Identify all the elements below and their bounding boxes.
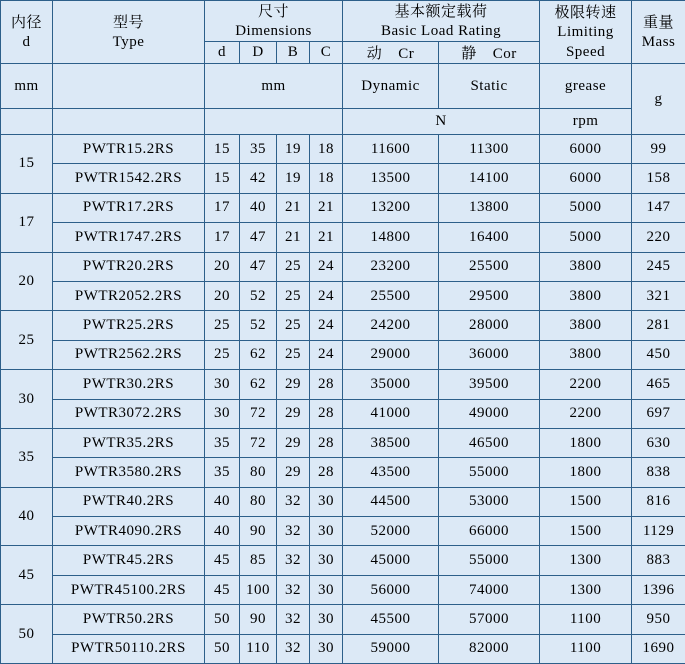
cell-D: 80 xyxy=(240,458,277,487)
cell-d: 20 xyxy=(205,252,240,281)
cell-limiting-speed: 1300 xyxy=(540,575,632,604)
cell-mass: 630 xyxy=(632,428,685,457)
cell-B: 29 xyxy=(277,428,310,457)
cell-static-load: 36000 xyxy=(439,340,540,369)
cell-d: 25 xyxy=(205,340,240,369)
header-bore-cn: 内径 xyxy=(1,12,52,32)
header-load-rating xyxy=(343,1,540,42)
table-row xyxy=(1,487,685,516)
table-row xyxy=(1,281,685,310)
header-dimensions xyxy=(205,1,343,42)
bore-group-cell: 50 xyxy=(1,605,53,664)
cell-D: 80 xyxy=(240,487,277,516)
cell-d: 17 xyxy=(205,223,240,252)
unit-type-blank2 xyxy=(53,109,205,135)
table-row xyxy=(1,370,685,399)
cell-mass: 697 xyxy=(632,399,685,428)
cell-limiting-speed: 3800 xyxy=(540,340,632,369)
unit-dimensions-mm: mm xyxy=(205,64,343,109)
table-row xyxy=(1,193,685,222)
cell-D: 42 xyxy=(240,164,277,193)
cell-d: 17 xyxy=(205,193,240,222)
cell-type: PWTR25.2RS xyxy=(53,311,205,340)
cell-B: 21 xyxy=(277,193,310,222)
header-row-titles xyxy=(1,1,685,42)
cell-dynamic-load: 44500 xyxy=(343,487,439,516)
table-row xyxy=(1,311,685,340)
cell-limiting-speed: 1100 xyxy=(540,605,632,634)
cell-mass: 147 xyxy=(632,193,685,222)
cell-type: PWTR3072.2RS xyxy=(53,399,205,428)
cell-C: 28 xyxy=(310,370,343,399)
cell-B: 32 xyxy=(277,634,310,663)
cell-mass: 450 xyxy=(632,340,685,369)
header-type-cn: 型号 xyxy=(53,12,204,32)
cell-limiting-speed: 2200 xyxy=(540,399,632,428)
cell-type: PWTR3580.2RS xyxy=(53,458,205,487)
cell-limiting-speed: 1300 xyxy=(540,546,632,575)
cell-mass: 883 xyxy=(632,546,685,575)
cell-d: 25 xyxy=(205,311,240,340)
cell-dynamic-load: 35000 xyxy=(343,370,439,399)
cell-limiting-speed: 3800 xyxy=(540,311,632,340)
cell-D: 90 xyxy=(240,605,277,634)
cell-C: 24 xyxy=(310,340,343,369)
cell-dynamic-load: 13500 xyxy=(343,164,439,193)
cell-limiting-speed: 3800 xyxy=(540,252,632,281)
cell-B: 29 xyxy=(277,458,310,487)
cell-C: 24 xyxy=(310,311,343,340)
cell-dynamic-load: 14800 xyxy=(343,223,439,252)
header-load-rating-en: Basic Load Rating xyxy=(343,21,539,41)
cell-D: 110 xyxy=(240,634,277,663)
cell-static-load: 57000 xyxy=(439,605,540,634)
cell-B: 32 xyxy=(277,487,310,516)
cell-mass: 816 xyxy=(632,487,685,516)
cell-mass: 99 xyxy=(632,135,685,164)
cell-dynamic-load: 13200 xyxy=(343,193,439,222)
cell-dynamic-load: 24200 xyxy=(343,311,439,340)
cell-static-load: 13800 xyxy=(439,193,540,222)
header-bore-sub: d xyxy=(1,32,52,52)
cell-C: 21 xyxy=(310,223,343,252)
cell-mass: 950 xyxy=(632,605,685,634)
header-sub-static-cn: 静 xyxy=(461,44,477,62)
header-row-units-second xyxy=(1,109,685,135)
cell-static-load: 74000 xyxy=(439,575,540,604)
cell-C: 21 xyxy=(310,193,343,222)
header-bore xyxy=(1,1,53,64)
cell-static-load: 82000 xyxy=(439,634,540,663)
cell-dynamic-load: 41000 xyxy=(343,399,439,428)
cell-type: PWTR45100.2RS xyxy=(53,575,205,604)
cell-type: PWTR50110.2RS xyxy=(53,634,205,663)
cell-C: 30 xyxy=(310,546,343,575)
header-sub-B: B xyxy=(277,42,310,64)
cell-d: 50 xyxy=(205,605,240,634)
cell-d: 45 xyxy=(205,546,240,575)
cell-C: 30 xyxy=(310,517,343,546)
table-row xyxy=(1,605,685,634)
cell-d: 45 xyxy=(205,575,240,604)
cell-D: 90 xyxy=(240,517,277,546)
cell-type: PWTR1542.2RS xyxy=(53,164,205,193)
bore-group-cell: 25 xyxy=(1,311,53,370)
cell-B: 29 xyxy=(277,399,310,428)
unit-bore-blank2 xyxy=(1,109,53,135)
cell-C: 24 xyxy=(310,252,343,281)
cell-C: 28 xyxy=(310,428,343,457)
header-dimensions-en: Dimensions xyxy=(205,21,342,41)
header-limiting-speed-en1: Limiting xyxy=(540,22,631,42)
cell-mass: 281 xyxy=(632,311,685,340)
cell-static-load: 16400 xyxy=(439,223,540,252)
header-mass-en: Mass xyxy=(632,32,685,52)
cell-static-load: 55000 xyxy=(439,458,540,487)
cell-limiting-speed: 5000 xyxy=(540,223,632,252)
bore-group-cell: 35 xyxy=(1,428,53,487)
cell-static-load: 28000 xyxy=(439,311,540,340)
cell-limiting-speed: 6000 xyxy=(540,135,632,164)
cell-mass: 158 xyxy=(632,164,685,193)
cell-static-load: 39500 xyxy=(439,370,540,399)
cell-B: 32 xyxy=(277,517,310,546)
table-row xyxy=(1,135,685,164)
cell-type: PWTR20.2RS xyxy=(53,252,205,281)
cell-static-load: 53000 xyxy=(439,487,540,516)
cell-mass: 465 xyxy=(632,370,685,399)
cell-dynamic-load: 11600 xyxy=(343,135,439,164)
cell-type: PWTR40.2RS xyxy=(53,487,205,516)
header-type xyxy=(53,1,205,64)
cell-C: 30 xyxy=(310,605,343,634)
table-row xyxy=(1,428,685,457)
cell-static-load: 46500 xyxy=(439,428,540,457)
cell-limiting-speed: 1800 xyxy=(540,428,632,457)
cell-limiting-speed: 1800 xyxy=(540,458,632,487)
cell-dynamic-load: 23200 xyxy=(343,252,439,281)
cell-type: PWTR2562.2RS xyxy=(53,340,205,369)
header-sub-d: d xyxy=(205,42,240,64)
unit-static-en: Static xyxy=(439,64,540,109)
cell-static-load: 14100 xyxy=(439,164,540,193)
cell-type: PWTR35.2RS xyxy=(53,428,205,457)
cell-static-load: 11300 xyxy=(439,135,540,164)
header-sub-static-sym: Cor xyxy=(493,46,517,62)
cell-d: 50 xyxy=(205,634,240,663)
bore-group-cell: 20 xyxy=(1,252,53,311)
header-sub-static xyxy=(439,42,540,64)
unit-dimensions-blank2 xyxy=(205,109,343,135)
table-row xyxy=(1,164,685,193)
cell-static-load: 55000 xyxy=(439,546,540,575)
cell-mass: 220 xyxy=(632,223,685,252)
table-row xyxy=(1,575,685,604)
cell-B: 19 xyxy=(277,135,310,164)
cell-static-load: 29500 xyxy=(439,281,540,310)
cell-type: PWTR4090.2RS xyxy=(53,517,205,546)
cell-D: 85 xyxy=(240,546,277,575)
cell-type: PWTR50.2RS xyxy=(53,605,205,634)
cell-mass: 321 xyxy=(632,281,685,310)
cell-dynamic-load: 56000 xyxy=(343,575,439,604)
table-row xyxy=(1,458,685,487)
header-mass-cn: 重量 xyxy=(632,12,685,32)
cell-dynamic-load: 29000 xyxy=(343,340,439,369)
unit-mass-g: g xyxy=(632,64,685,135)
cell-d: 35 xyxy=(205,428,240,457)
cell-D: 40 xyxy=(240,193,277,222)
cell-mass: 245 xyxy=(632,252,685,281)
cell-mass: 838 xyxy=(632,458,685,487)
cell-dynamic-load: 45500 xyxy=(343,605,439,634)
cell-D: 72 xyxy=(240,428,277,457)
cell-B: 25 xyxy=(277,311,310,340)
cell-limiting-speed: 5000 xyxy=(540,193,632,222)
cell-D: 35 xyxy=(240,135,277,164)
cell-d: 15 xyxy=(205,164,240,193)
cell-D: 100 xyxy=(240,575,277,604)
cell-limiting-speed: 3800 xyxy=(540,281,632,310)
header-sub-C: C xyxy=(310,42,343,64)
cell-D: 52 xyxy=(240,281,277,310)
unit-type-blank xyxy=(53,64,205,109)
cell-C: 28 xyxy=(310,458,343,487)
cell-limiting-speed: 2200 xyxy=(540,370,632,399)
unit-load-N: N xyxy=(343,109,540,135)
cell-D: 72 xyxy=(240,399,277,428)
cell-B: 32 xyxy=(277,575,310,604)
unit-dynamic-en: Dynamic xyxy=(343,64,439,109)
bore-group-cell: 45 xyxy=(1,546,53,605)
bore-group-cell: 17 xyxy=(1,193,53,252)
header-limiting-speed-en2: Speed xyxy=(540,42,631,62)
cell-d: 15 xyxy=(205,135,240,164)
cell-C: 30 xyxy=(310,575,343,604)
unit-grease: grease xyxy=(540,64,632,109)
bore-group-cell: 15 xyxy=(1,135,53,194)
cell-dynamic-load: 38500 xyxy=(343,428,439,457)
cell-D: 62 xyxy=(240,340,277,369)
cell-dynamic-load: 52000 xyxy=(343,517,439,546)
cell-D: 62 xyxy=(240,370,277,399)
cell-d: 30 xyxy=(205,370,240,399)
table-row xyxy=(1,252,685,281)
unit-bore-mm: mm xyxy=(1,64,53,109)
header-sub-dynamic-cn: 动 xyxy=(367,44,383,62)
cell-C: 28 xyxy=(310,399,343,428)
table-row xyxy=(1,399,685,428)
cell-mass: 1396 xyxy=(632,575,685,604)
cell-static-load: 25500 xyxy=(439,252,540,281)
cell-type: PWTR30.2RS xyxy=(53,370,205,399)
header-sub-dynamic-sym: Cr xyxy=(398,46,414,62)
cell-C: 18 xyxy=(310,135,343,164)
table-row xyxy=(1,546,685,575)
header-type-en: Type xyxy=(53,32,204,52)
cell-B: 32 xyxy=(277,546,310,575)
cell-d: 30 xyxy=(205,399,240,428)
cell-d: 35 xyxy=(205,458,240,487)
cell-B: 21 xyxy=(277,223,310,252)
cell-mass: 1690 xyxy=(632,634,685,663)
table-row xyxy=(1,340,685,369)
table-row xyxy=(1,517,685,546)
header-mass xyxy=(632,1,685,64)
header-limiting-speed xyxy=(540,1,632,64)
cell-dynamic-load: 25500 xyxy=(343,281,439,310)
header-sub-D: D xyxy=(240,42,277,64)
cell-d: 40 xyxy=(205,487,240,516)
header-row-units xyxy=(1,64,685,109)
header-load-rating-cn: 基本额定载荷 xyxy=(343,1,539,21)
table-row xyxy=(1,223,685,252)
cell-dynamic-load: 43500 xyxy=(343,458,439,487)
cell-type: PWTR17.2RS xyxy=(53,193,205,222)
header-limiting-speed-cn: 极限转速 xyxy=(540,2,631,22)
bore-group-cell: 40 xyxy=(1,487,53,546)
cell-limiting-speed: 1500 xyxy=(540,487,632,516)
cell-B: 25 xyxy=(277,252,310,281)
cell-D: 47 xyxy=(240,252,277,281)
cell-C: 30 xyxy=(310,487,343,516)
cell-static-load: 49000 xyxy=(439,399,540,428)
cell-limiting-speed: 1500 xyxy=(540,517,632,546)
cell-d: 20 xyxy=(205,281,240,310)
cell-type: PWTR15.2RS xyxy=(53,135,205,164)
cell-type: PWTR1747.2RS xyxy=(53,223,205,252)
cell-limiting-speed: 1100 xyxy=(540,634,632,663)
cell-dynamic-load: 45000 xyxy=(343,546,439,575)
cell-B: 25 xyxy=(277,340,310,369)
cell-B: 19 xyxy=(277,164,310,193)
cell-d: 40 xyxy=(205,517,240,546)
bore-group-cell: 30 xyxy=(1,370,53,429)
cell-C: 24 xyxy=(310,281,343,310)
cell-B: 25 xyxy=(277,281,310,310)
cell-limiting-speed: 6000 xyxy=(540,164,632,193)
cell-type: PWTR45.2RS xyxy=(53,546,205,575)
cell-type: PWTR2052.2RS xyxy=(53,281,205,310)
header-sub-dynamic xyxy=(343,42,439,64)
cell-B: 29 xyxy=(277,370,310,399)
cell-dynamic-load: 59000 xyxy=(343,634,439,663)
cell-B: 32 xyxy=(277,605,310,634)
cell-mass: 1129 xyxy=(632,517,685,546)
cell-static-load: 66000 xyxy=(439,517,540,546)
cell-C: 30 xyxy=(310,634,343,663)
unit-rpm: rpm xyxy=(540,109,632,135)
cell-C: 18 xyxy=(310,164,343,193)
cell-D: 52 xyxy=(240,311,277,340)
header-dimensions-cn: 尺寸 xyxy=(205,1,342,21)
cell-D: 47 xyxy=(240,223,277,252)
table-row xyxy=(1,634,685,663)
